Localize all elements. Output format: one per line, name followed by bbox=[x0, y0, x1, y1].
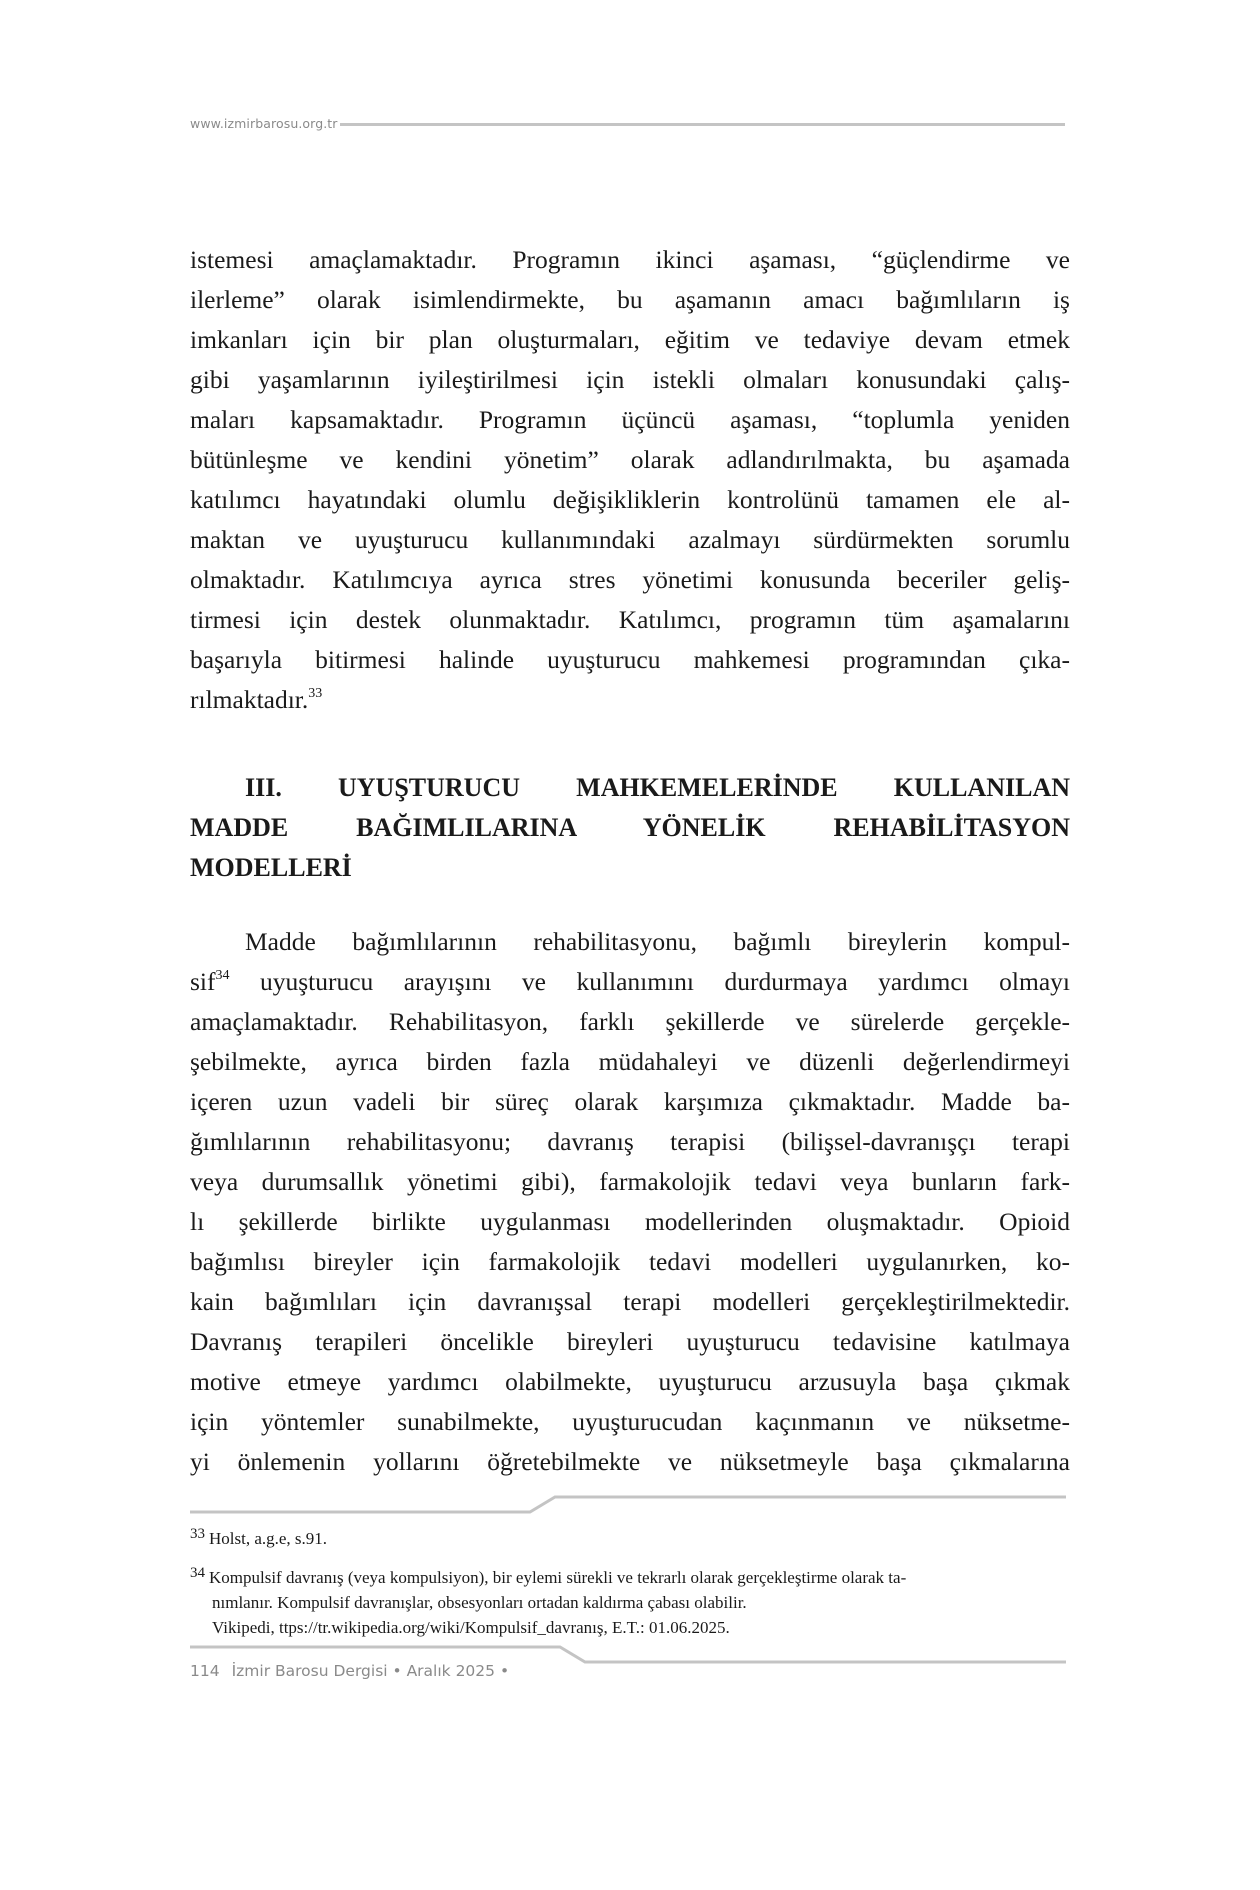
running-head bbox=[190, 112, 1065, 134]
text-line-content: rılmaktadır. bbox=[190, 685, 309, 714]
footnote-number: 34 bbox=[190, 1565, 205, 1581]
footnote-separator bbox=[190, 1494, 1066, 1516]
section-heading bbox=[190, 768, 1070, 888]
paragraph-2 bbox=[190, 922, 1070, 1482]
text-line: şebilmekte, ayrıca birden fazla müdahaleyi ve düzenli değerlendirmeyi bbox=[190, 1047, 1070, 1076]
paragraph-1 bbox=[190, 240, 1070, 720]
running-foot bbox=[190, 1662, 509, 1680]
text-line-suffix: uyuşturucu arayışını ve kullanımını durdurmaya yardımcı olmayı bbox=[229, 967, 1070, 996]
footnotes bbox=[190, 1522, 1070, 1650]
footnote-link[interactable]: Vikipedi, ttps://tr.wikipedia.org/wiki/Kompulsif_davranış, E.T.: 01.06.2025. bbox=[212, 1618, 730, 1637]
footnote-number: 33 bbox=[190, 1526, 205, 1542]
text-line: ilerleme” olarak isimlendirmekte, bu aşamanın amacı bağımlıların iş bbox=[190, 285, 1070, 314]
text-line: kain bağımlıları için davranışsal terapi modelleri gerçekleştirilmektedir. bbox=[190, 1287, 1070, 1316]
text-line: tirmesi için destek olunmaktadır. Katılımcı, programın tüm aşamalarını bbox=[190, 605, 1070, 634]
text-line: olmaktadır. Katılımcıya ayrıca stres yönetimi konusunda beceriler geliş- bbox=[190, 565, 1070, 594]
heading-line: MADDE BAĞIMLILARINA YÖNELİK REHABİLİTASYON bbox=[190, 813, 1070, 842]
footnote-34 bbox=[190, 1561, 1070, 1640]
text-line: maktan ve uyuşturucu kullanımındaki azalmayı sürdürmekten sorumlu bbox=[190, 525, 1070, 554]
text-line-prefix: sif bbox=[190, 967, 216, 996]
text-line: veya durumsallık yönetimi gibi), farmakolojik tedavi veya bunların fark- bbox=[190, 1167, 1070, 1196]
text-line: ğımlılarının rehabilitasyonu; davranış terapisi (bilişsel-davranışçı terapi bbox=[190, 1127, 1070, 1156]
journal-name: İzmir Barosu Dergisi • Aralık 2025 • bbox=[231, 1662, 510, 1680]
text-line: için yöntemler sunabilmekte, uyuşturucudan kaçınmanın ve nüksetme- bbox=[190, 1407, 1070, 1436]
footnote-ref-33[interactable]: 33 bbox=[308, 686, 323, 701]
text-line: içeren uzun vadeli bir süreç olarak karşımıza çıkmaktadır. Madde ba- bbox=[190, 1087, 1070, 1116]
text-line bbox=[190, 962, 1070, 1002]
page-number: 114 bbox=[190, 1662, 220, 1680]
text-line: bağımlısı bireyler için farmakolojik tedavi modelleri uygulanırken, ko- bbox=[190, 1247, 1070, 1276]
text-line: amaçlamaktadır. Rehabilitasyon, farklı şekillerde ve sürelerde gerçekle- bbox=[190, 1007, 1070, 1036]
footnote-33 bbox=[190, 1522, 1070, 1551]
heading-line: III. UYUŞTURUCU MAHKEMELERİNDE KULLANILAN bbox=[245, 773, 1070, 802]
footnote-text: Kompulsif davranış (veya kompulsiyon), bir eylemi sürekli ve tekrarlı olarak gerçekleştirme olarak ta- bbox=[209, 1568, 907, 1587]
running-head-rule bbox=[340, 123, 1065, 126]
text-line: imkanları için bir plan oluşturmaları, eğitim ve tedaviye devam etmek bbox=[190, 325, 1070, 354]
text-line: Davranış terapileri öncelikle bireyleri uyuşturucu tedavisine katılmaya bbox=[190, 1327, 1070, 1356]
text-line: gibi yaşamlarının iyileştirilmesi için istekli olmaları konusundaki çalış- bbox=[190, 365, 1070, 394]
text-line: lı şekillerde birlikte uygulanması modellerinden oluşmaktadır. Opioid bbox=[190, 1207, 1070, 1236]
footnote-text: nımlanır. Kompulsif davranışlar, obsesyonları ortadan kaldırma çabası olabilir. bbox=[212, 1593, 747, 1612]
heading-line: MODELLERİ bbox=[190, 853, 352, 882]
footnote-text: Holst, a.g.e, s.91. bbox=[209, 1529, 328, 1548]
text-line: yi önlemenin yollarını öğretebilmekte ve nüksetmeyle başa çıkmalarına bbox=[190, 1447, 1070, 1476]
text-line bbox=[190, 680, 1070, 720]
running-head-url: www.izmirbarosu.org.tr bbox=[190, 115, 338, 131]
text-line: katılımcı hayatındaki olumlu değişikliklerin kontrolünü tamamen ele al- bbox=[190, 485, 1070, 514]
text-line: istemesi amaçlamaktadır. Programın ikinci aşaması, “güçlendirme ve bbox=[190, 245, 1070, 274]
text-line: bütünleşme ve kendini yönetim” olarak adlandırılmakta, bu aşamada bbox=[190, 445, 1070, 474]
text-line: Madde bağımlılarının rehabilitasyonu, bağımlı bireylerin kompul- bbox=[245, 927, 1070, 956]
text-line: başarıyla bitirmesi halinde uyuşturucu mahkemesi programından çıka- bbox=[190, 645, 1070, 674]
text-line: motive etmeye yardımcı olabilmekte, uyuşturucu arzusuyla başa çıkmak bbox=[190, 1367, 1070, 1396]
text-line: maları kapsamaktadır. Programın üçüncü aşaması, “toplumla yeniden bbox=[190, 405, 1070, 434]
footnote-ref-34[interactable]: 34 bbox=[215, 968, 230, 983]
